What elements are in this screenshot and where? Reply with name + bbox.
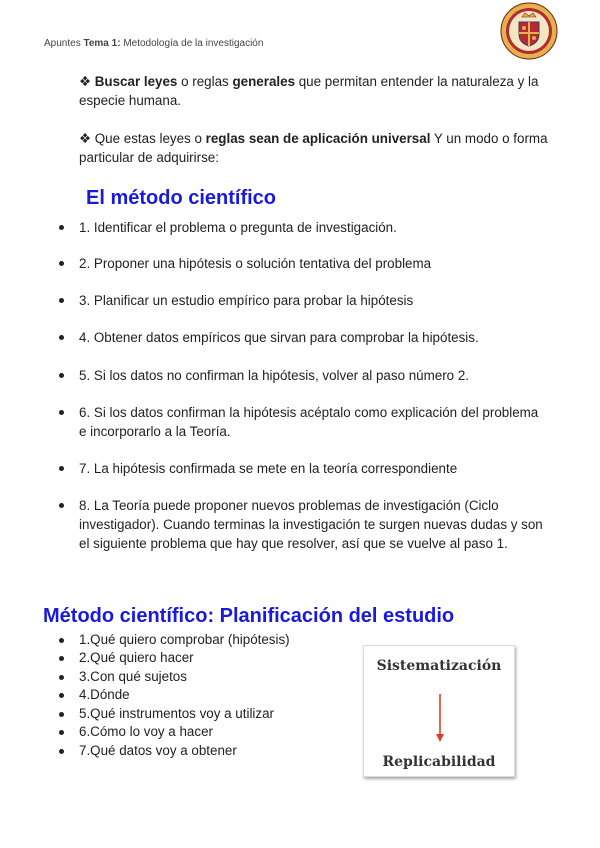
header-subject: Metodología de la investigación	[120, 38, 264, 49]
intro-paragraph-1	[79, 72, 569, 110]
list-item-text: 2.Qué quiero hacer	[79, 650, 194, 665]
list-item-text: 2. Proponer una hipótesis o solución tentativa del problema	[79, 256, 432, 271]
list-item	[79, 459, 549, 478]
intro-p2-text1: Que estas leyes o	[91, 131, 206, 146]
bullet-dot-icon	[59, 261, 64, 266]
list-item-text: 3. Planificar un estudio empírico para probar la hipótesis	[79, 293, 414, 308]
intro-paragraph-2	[79, 129, 569, 167]
list-item-text: 1.Qué quiero comprobar (hipótesis)	[79, 632, 290, 647]
diamond-bullet-icon: ❖	[79, 131, 92, 146]
list-item	[79, 328, 549, 347]
bullet-dot-icon	[59, 503, 64, 508]
intro-p1-text1: o reglas	[177, 74, 233, 89]
list-item-text: 5.Qué instrumentos voy a utilizar	[79, 706, 274, 721]
diamond-bullet-icon: ❖	[79, 74, 92, 89]
bullet-dot-icon	[59, 466, 64, 471]
list-item	[79, 496, 549, 553]
intro-p1-bold1: Buscar leyes	[94, 74, 178, 89]
list-item-text: 1. Identificar el problema o pregunta de investigación.	[79, 220, 397, 235]
list-item	[79, 649, 194, 668]
bullet-dot-icon	[59, 656, 64, 661]
bullet-dot-icon	[59, 335, 64, 340]
list-item-text: 5. Si los datos no confirman la hipótesis, volver al paso número 2.	[79, 368, 470, 383]
intro-p2-bold1: reglas sean de aplicación universal	[205, 131, 431, 146]
sistematizacion-diagram	[363, 645, 515, 777]
diagram-top-label: Sistematización	[376, 658, 502, 674]
bullet-dot-icon	[59, 693, 64, 698]
intro-p1-bold2: generales	[232, 74, 296, 89]
list-item	[79, 705, 274, 724]
list-item	[79, 291, 549, 310]
bullet-dot-icon	[59, 638, 64, 643]
list-item-text: 3.Con qué sujetos	[79, 669, 187, 684]
list-item	[79, 366, 549, 385]
diagram-bottom-label: Replicabilidad	[382, 754, 496, 770]
list-item	[79, 668, 187, 687]
bullet-dot-icon	[59, 373, 64, 378]
bullet-dot-icon	[59, 712, 64, 717]
bullet-dot-icon	[59, 225, 64, 230]
list-item	[79, 723, 213, 742]
section-title-planificacion: Método científico: Planificación del estudio	[43, 605, 455, 627]
list-item-text: 4. Obtener datos empíricos que sirvan para comprobar la hipótesis.	[79, 330, 479, 345]
page-header	[44, 38, 263, 49]
list-item-text: 6.Cómo lo voy a hacer	[79, 724, 213, 739]
intro-p1-text2: que permitan entender la naturaleza y la especie humana.	[79, 74, 539, 108]
list-item-text: 8. La Teoría puede proponer nuevos problemas de investigación (Ciclo investigador). Cuando terminas la investigación te surgen nuevas dudas y son el siguiente problema que hay que resolver, así que se vuelve al paso 1.	[79, 498, 543, 551]
list-item	[79, 686, 130, 705]
list-item	[79, 218, 549, 237]
list-item-text: 4.Dónde	[79, 687, 130, 702]
header-prefix: Apuntes	[44, 38, 84, 49]
bullet-dot-icon	[59, 730, 64, 735]
university-seal-logo	[500, 2, 558, 60]
bullet-dot-icon	[59, 410, 64, 415]
intro-p2-text2: Y un modo o forma particular de adquirirse:	[79, 131, 548, 165]
bullet-dot-icon	[59, 298, 64, 303]
header-tema: Tema 1:	[83, 38, 121, 49]
list-item	[79, 403, 549, 441]
list-item-text: 7. La hipótesis confirmada se mete en la teoría correspondiente	[79, 461, 458, 476]
list-item	[79, 631, 290, 650]
section-title-metodo-cientifico: El método científico	[86, 187, 277, 209]
list-item	[79, 254, 549, 273]
bullet-dot-icon	[59, 749, 64, 754]
list-item-text: 7.Qué datos voy a obtener	[79, 743, 237, 758]
list-item-text: 6. Si los datos confirman la hipótesis acéptalo como explicación del problema e incorporarlo a la Teoría.	[79, 405, 539, 439]
list-item	[79, 742, 237, 761]
bullet-dot-icon	[59, 675, 64, 680]
